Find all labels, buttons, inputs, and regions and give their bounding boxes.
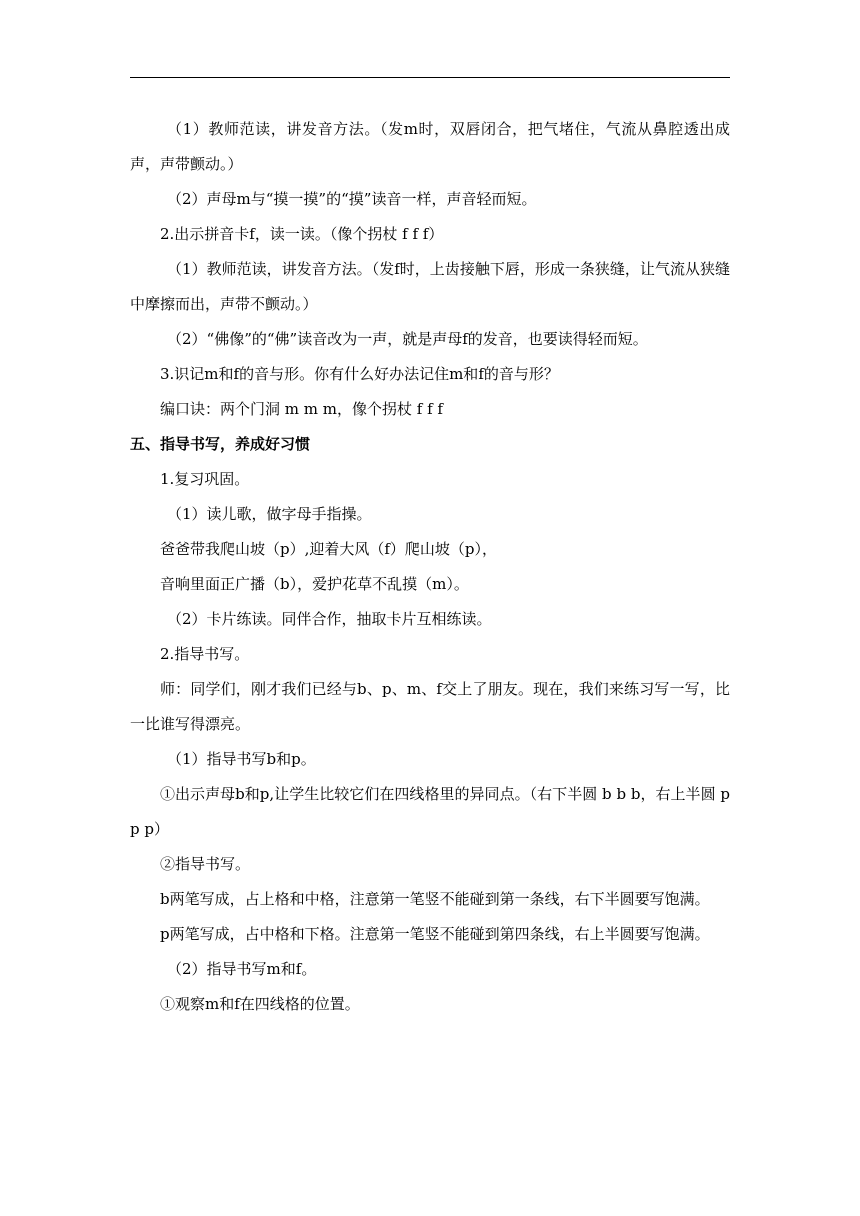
paragraph: 2.指导书写。 xyxy=(160,645,250,663)
section-heading: 五、指导书写，养成好习惯 xyxy=(130,435,311,453)
paragraph: b两笔写成，占上格和中格，注意第一笔竖不能碰到第一条线，右下半圆要写饱满。 xyxy=(160,890,710,908)
paragraph: （1）教师范读，讲发音方法。（发m时，双唇闭合，把气堵住，气流从鼻腔透出成声，声带颤动。） xyxy=(130,120,730,173)
paragraph: 师：同学们，刚才我们已经与b、p、m、f交上了朋友。现在，我们来练习写一写，比一比谁写得漂亮。 xyxy=(130,680,730,733)
paragraph: 3.识记m和f的音与形。你有什么好办法记住m和f的音与形？ xyxy=(160,365,559,383)
header-rule xyxy=(130,77,730,78)
poem-line: 爸爸带我爬山坡（p）,迎着大风（f）爬山坡（p）， xyxy=(160,540,498,558)
paragraph: ①出示声母b和p,让学生比较它们在四线格里的异同点。（右下半圆 b b b，右上半圆 p p p） xyxy=(130,785,730,838)
paragraph: ②指导书写。 xyxy=(160,855,251,873)
paragraph: （2）指导书写m和f。 xyxy=(167,960,317,978)
paragraph: （2）“佛像”的“佛”读音改为一声，就是声母f的发音，也要读得轻而短。 xyxy=(167,330,648,348)
paragraph: p两笔写成，占中格和下格。注意第一笔竖不能碰到第四条线，右上半圆要写饱满。 xyxy=(160,925,710,943)
paragraph: （1）教师范读，讲发音方法。（发f时，上齿接触下唇，形成一条狭缝，让气流从狭缝中摩擦而出，声带不颤动。） xyxy=(130,260,730,313)
paragraph: （2）声母m与“摸一摸”的“摸”读音一样，声音轻而短。 xyxy=(167,190,537,208)
paragraph: （1）读儿歌，做字母手指操。 xyxy=(167,505,372,523)
paragraph: ①观察m和f在四线格的位置。 xyxy=(160,995,360,1013)
paragraph: 1.复习巩固。 xyxy=(160,470,250,488)
paragraph: （2）卡片练读。同伴合作，抽取卡片互相练读。 xyxy=(167,610,492,628)
paragraph: （1）指导书写b和p。 xyxy=(167,750,316,768)
paragraph: 2.出示拼音卡f，读一读。（像个拐杖 f f f） xyxy=(160,225,444,243)
poem-line: 音响里面正广播（b），爱护花草不乱摸（m）。 xyxy=(160,575,469,593)
document-body xyxy=(130,112,730,1022)
paragraph: 编口诀：两个门洞 m m m，像个拐杖 f f f xyxy=(160,400,443,418)
